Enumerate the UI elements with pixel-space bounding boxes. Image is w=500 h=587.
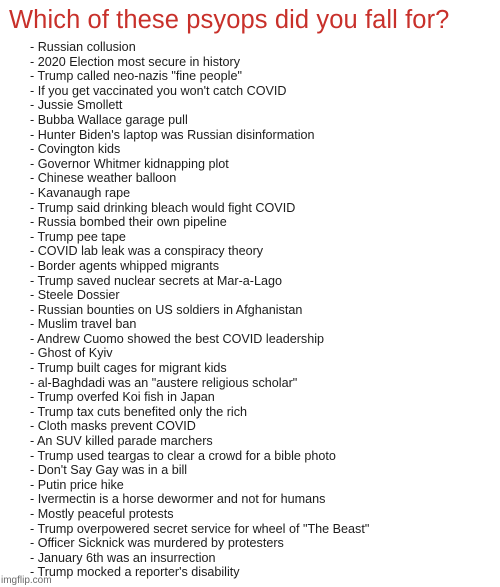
list-item: - Kavanaugh rape xyxy=(30,185,131,200)
list-item: - Ivermectin is a horse dewormer and not for humans xyxy=(30,492,326,507)
psyop-list xyxy=(30,40,369,580)
list-item: - Covington kids xyxy=(30,142,121,157)
list-item: - Andrew Cuomo showed the best COVID leadership xyxy=(30,331,325,346)
list-item: - 2020 Election most secure in history xyxy=(30,54,240,69)
list-item: - Chinese weather balloon xyxy=(30,171,177,186)
list-item: - Mostly peaceful protests xyxy=(30,507,174,521)
list-item: - Trump overfed Koi fish in Japan xyxy=(30,390,215,405)
list-item: - Steele Dossier xyxy=(30,288,120,303)
list-item: - Muslim travel ban xyxy=(30,317,137,332)
list-item: - Cloth masks prevent COVID xyxy=(30,419,196,434)
list-item: - Trump built cages for migrant kids xyxy=(30,361,227,376)
list-item: - Russian bounties on US soldiers in Afghanistan xyxy=(30,302,303,317)
list-item: - If you get vaccinated you won't catch COVID xyxy=(30,83,287,98)
list-item: - January 6th was an insurrection xyxy=(30,550,216,565)
list-item: - Trump overpowered secret service for wheel of "The Beast" xyxy=(30,521,370,536)
watermark: imgflip.com xyxy=(1,575,52,586)
list-item: - Governor Whitmer kidnapping plot xyxy=(30,156,229,171)
list-item: - Don't Say Gay was in a bill xyxy=(30,463,188,478)
list-item: - Trump said drinking bleach would fight COVID xyxy=(30,200,296,215)
list-item: - An SUV killed parade marchers xyxy=(30,434,213,449)
list-item: - al-Baghdadi was an "austere religious scholar" xyxy=(30,375,298,390)
list-item: - Trump saved nuclear secrets at Mar-a-Lago xyxy=(30,273,282,288)
list-item: - COVID lab leak was a conspiracy theory xyxy=(30,244,264,259)
list-item: - Ghost of Kyiv xyxy=(30,346,113,361)
list-item: - Officer Sicknick was murdered by protesters xyxy=(30,536,284,551)
list-item: - Trump used teargas to clear a crowd for a bible photo xyxy=(30,448,336,463)
list-item: - Russian collusion xyxy=(30,40,136,54)
list-item: - Hunter Biden's laptop was Russian disinformation xyxy=(30,127,315,142)
list-item: - Trump pee tape xyxy=(30,229,126,244)
list-item: - Trump called neo-nazis "fine people" xyxy=(30,69,242,84)
list-item: - Border agents whipped migrants xyxy=(30,258,220,273)
list-item: - Trump mocked a reporter's disability xyxy=(30,565,240,580)
list-item: - Jussie Smollett xyxy=(30,98,123,113)
page-title: Which of these psyops did you fall for? xyxy=(9,6,450,34)
list-item: - Putin price hike xyxy=(30,477,124,492)
list-item: - Trump tax cuts benefited only the rich xyxy=(30,404,247,419)
list-item: - Bubba Wallace garage pull xyxy=(30,112,188,127)
list-item: - Russia bombed their own pipeline xyxy=(30,215,227,230)
